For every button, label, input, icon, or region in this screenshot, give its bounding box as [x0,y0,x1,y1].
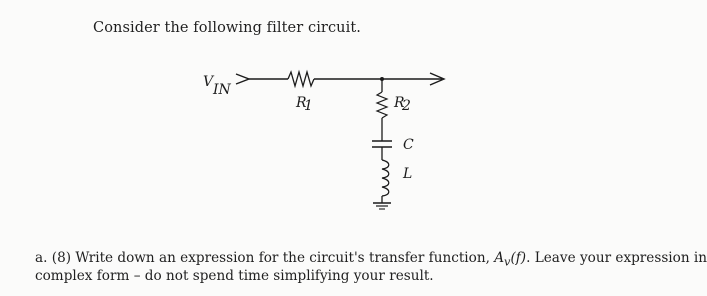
question-points: (8) [51,250,72,266]
r1-label: R [296,95,307,111]
l-label: L [403,166,413,182]
input-label: V [203,74,214,90]
resistor-r2-icon [377,92,387,118]
input-arrow-icon [236,74,249,84]
question-line-2: complex form – do not spend time simplifying your result. [35,268,434,284]
r1-label-sub: 1 [304,98,313,114]
question-text-prefix: Write down an expression for the circuit's transfer function, [75,250,495,266]
r2-label: R [394,95,405,111]
r2-label-sub: 2 [402,98,411,114]
resistor-r1-icon [288,72,314,86]
transfer-function-sub: v [504,254,511,269]
problem-intro: Consider the following filter circuit. [93,20,361,36]
input-label-sub: IN [213,82,231,98]
question-label: a. [35,250,48,266]
transfer-function-arg: (f) [510,250,527,266]
transfer-function-symbol: A [494,250,505,266]
c-label: C [403,137,414,153]
inductor-icon [382,160,389,196]
question-text-suffix: . Leave your expression in [526,250,707,266]
question-line-1 [35,250,707,269]
